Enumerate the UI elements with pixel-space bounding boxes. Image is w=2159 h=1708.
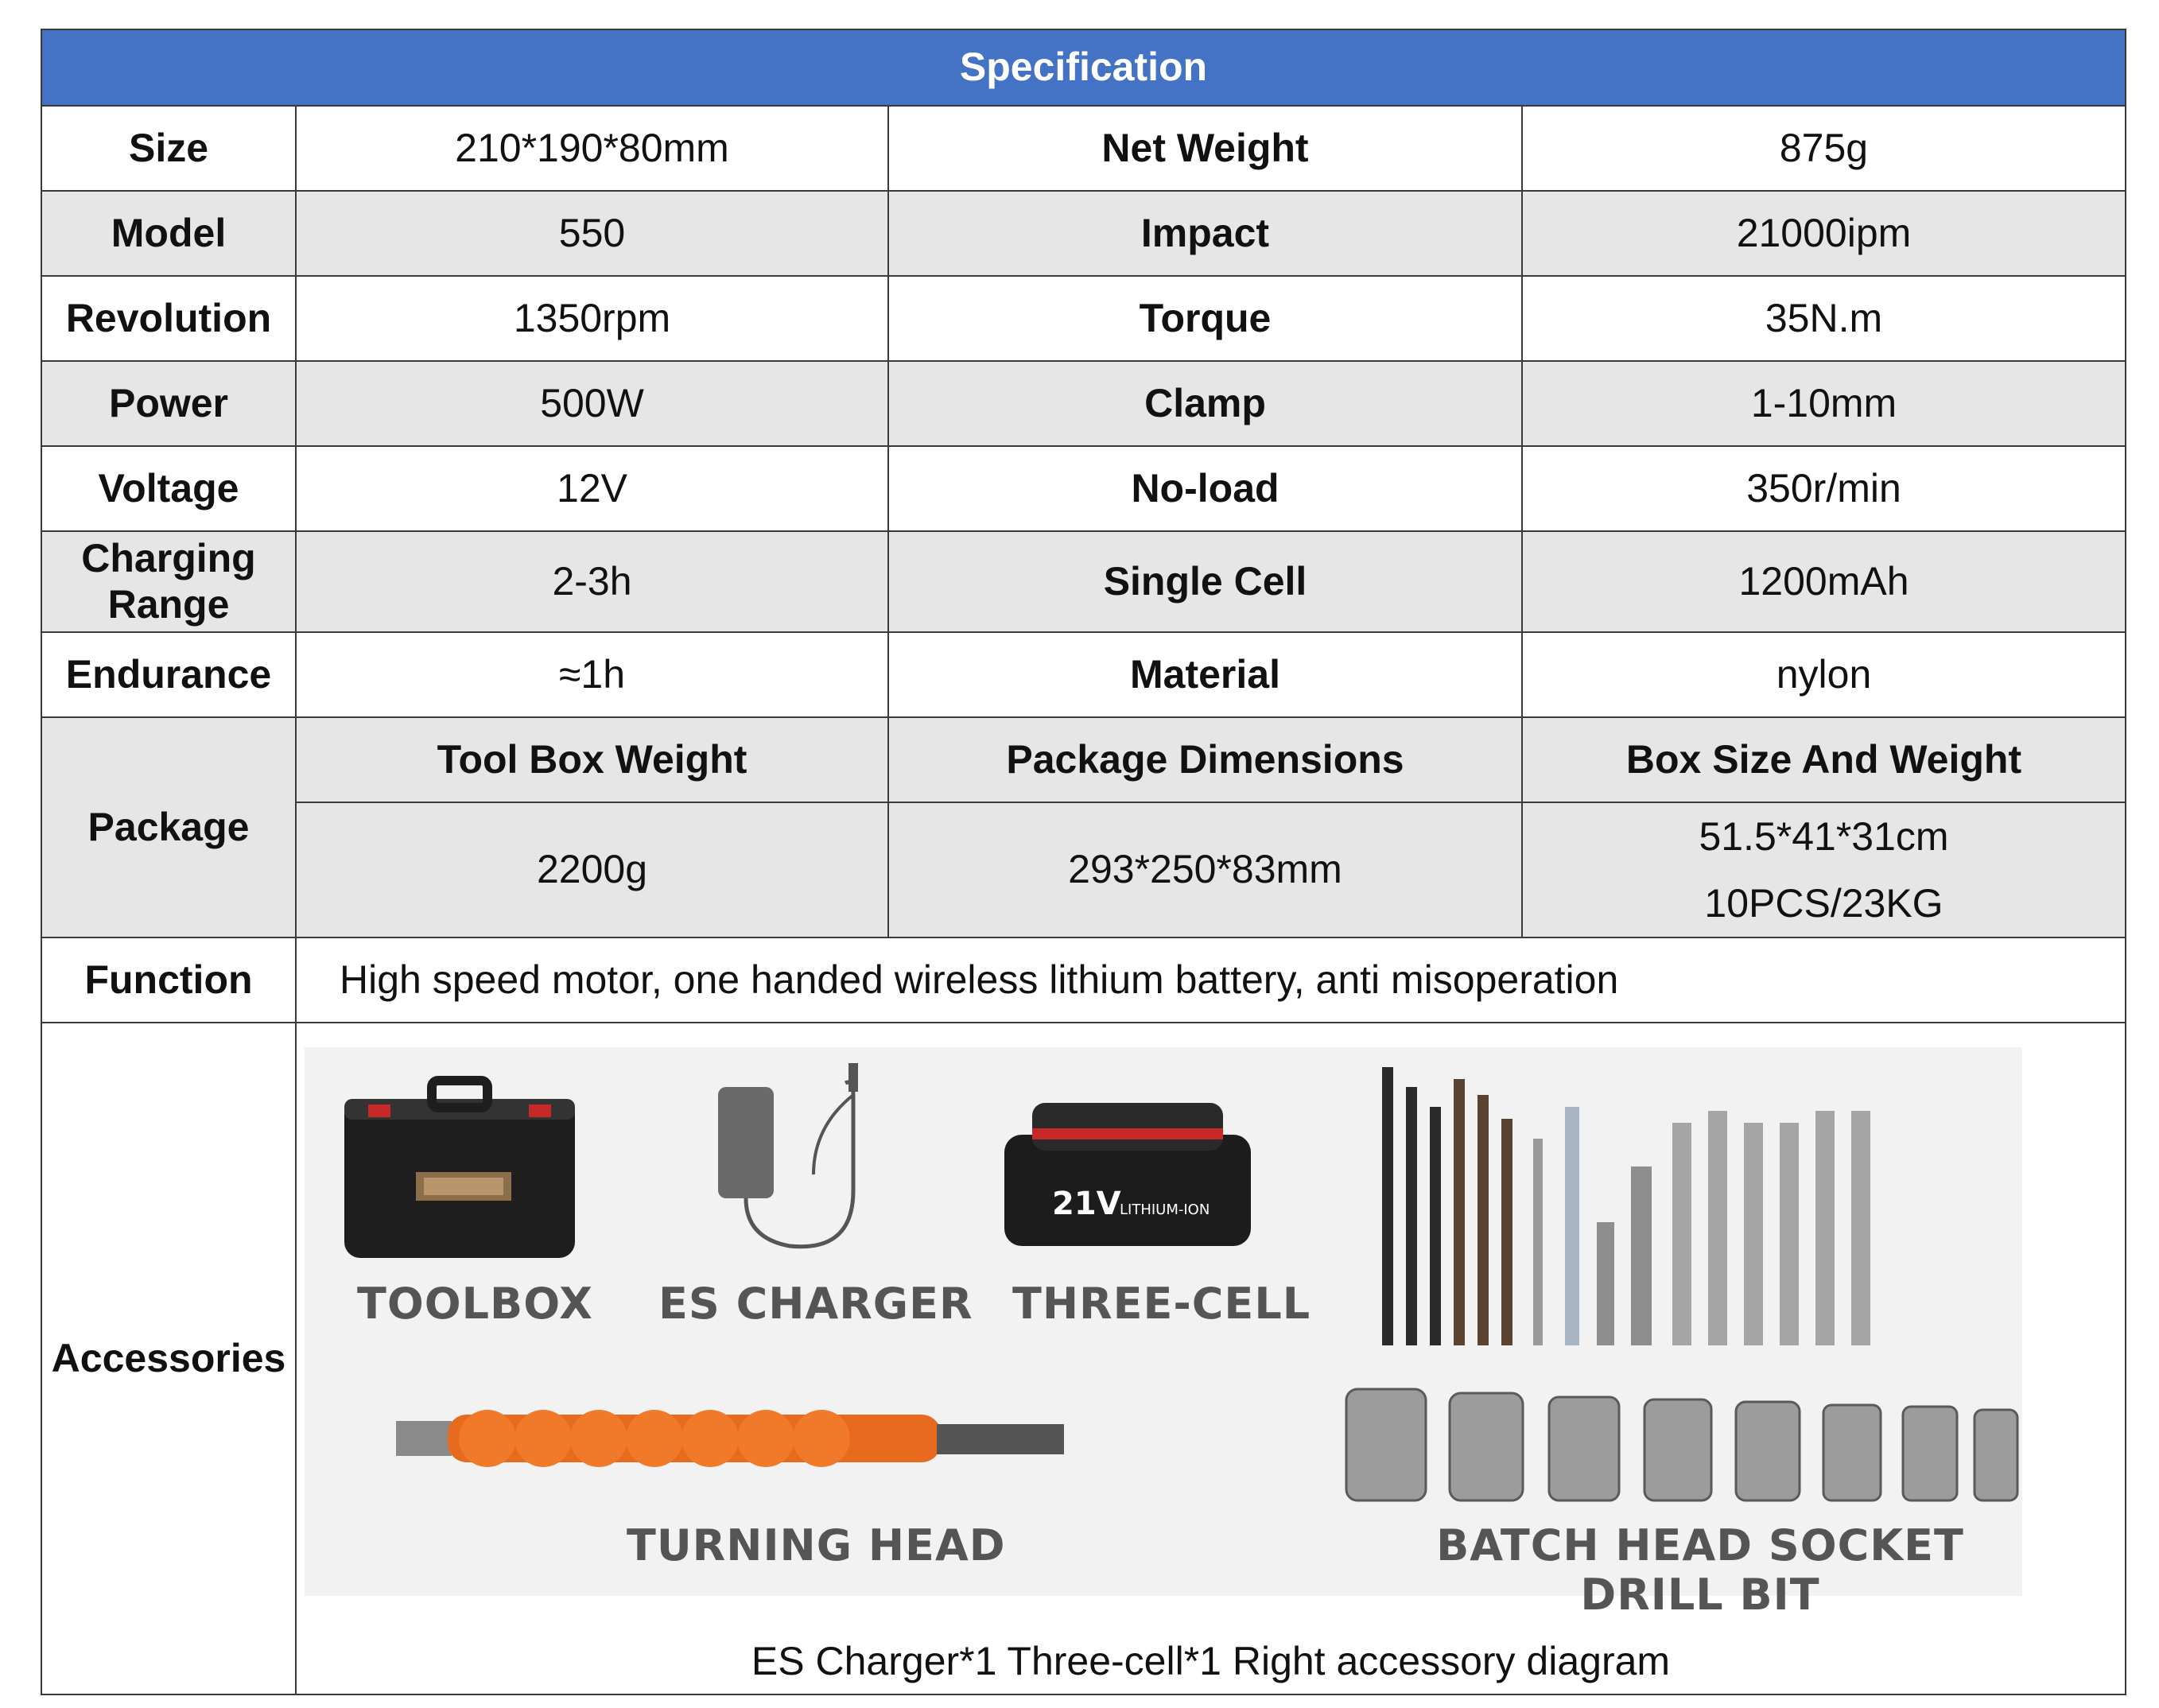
value-clamp: 1-10mm (1522, 361, 2126, 446)
value-endurance: ≈1h (296, 632, 888, 717)
table-row (41, 276, 2126, 361)
turning-head-icon (396, 1410, 1064, 1467)
table-row (41, 106, 2126, 191)
label-endurance: Endurance (41, 632, 296, 717)
package-value-row (41, 802, 2126, 937)
header-tool-box-weight: Tool Box Weight (296, 717, 888, 802)
label-accessories: Accessories (41, 1023, 296, 1694)
accessories-panel (297, 1023, 2125, 1694)
label-charging-line2: Range (107, 581, 230, 627)
table-row (41, 632, 2126, 717)
value-package-dimensions: 293*250*83mm (888, 802, 1522, 937)
accessories-image (305, 1047, 2022, 1621)
value-box-size-weight (1522, 802, 2126, 937)
label-package: Package (41, 717, 296, 937)
label-function: Function (41, 937, 296, 1023)
table-row (41, 531, 2126, 632)
battery-voltage-text: 21V (1052, 1186, 1121, 1222)
label-batch-head: BATCH HEAD SOCKET DRILL BIT (1436, 1520, 1964, 1621)
label-material: Material (888, 632, 1522, 717)
label-charging-line1: Charging (81, 536, 256, 580)
charger-icon (718, 1063, 858, 1247)
box-weight-line: 10PCS/23KG (1704, 881, 1943, 926)
value-function: High speed motor, one handed wireless lithium battery, anti misoperation (296, 937, 2126, 1023)
box-size-line: 51.5*41*31cm (1699, 814, 1949, 859)
label-three-cell: THREE-CELL (1012, 1279, 1311, 1329)
label-impact: Impact (888, 191, 1522, 276)
value-power: 500W (296, 361, 888, 446)
table-row (41, 191, 2126, 276)
battery-sub-text: LITHIUM-ION (1120, 1201, 1210, 1218)
value-net-weight: 875g (1522, 106, 2126, 191)
label-model: Model (41, 191, 296, 276)
value-torque: 35N.m (1522, 276, 2126, 361)
accessories-cell (296, 1023, 2126, 1694)
toolbox-icon (344, 1081, 575, 1258)
value-single-cell: 1200mAh (1522, 531, 2126, 632)
label-clamp: Clamp (888, 361, 1522, 446)
label-torque: Torque (888, 276, 1522, 361)
value-tool-box-weight: 2200g (296, 802, 888, 937)
function-row (41, 937, 2126, 1023)
accessories-row (41, 1023, 2126, 1694)
sockets-icon (1346, 1389, 2017, 1500)
header-box-size-weight: Box Size And Weight (1522, 717, 2126, 802)
battery-icon (1004, 1103, 1251, 1246)
table-row (41, 446, 2126, 531)
value-size: 210*190*80mm (296, 106, 888, 191)
label-power: Power (41, 361, 296, 446)
value-charging-range: 2-3h (296, 531, 888, 632)
value-no-load: 350r/min (1522, 446, 2126, 531)
value-revolution: 1350rpm (296, 276, 888, 361)
label-net-weight: Net Weight (888, 106, 1522, 191)
package-header-row (41, 717, 2126, 802)
specification-table (41, 29, 2126, 1695)
label-revolution: Revolution (41, 276, 296, 361)
table-title: Specification (41, 29, 2126, 106)
value-model: 550 (296, 191, 888, 276)
accessories-caption: ES Charger*1 Three-cell*1 Right accessory diagram (751, 1638, 1671, 1683)
label-no-load: No-load (888, 446, 1522, 531)
value-material: nylon (1522, 632, 2126, 717)
value-impact: 21000ipm (1522, 191, 2126, 276)
label-turning-head: TURNING HEAD (627, 1520, 1006, 1570)
header-package-dimensions: Package Dimensions (888, 717, 1522, 802)
table-row (41, 361, 2126, 446)
drill-bits-icon (1382, 1067, 1870, 1345)
label-toolbox: TOOLBOX (357, 1279, 593, 1329)
value-voltage: 12V (296, 446, 888, 531)
label-single-cell: Single Cell (888, 531, 1522, 632)
label-voltage: Voltage (41, 446, 296, 531)
label-charging-range (41, 531, 296, 632)
label-es-charger: ES CHARGER (658, 1279, 973, 1329)
label-size: Size (41, 106, 296, 191)
